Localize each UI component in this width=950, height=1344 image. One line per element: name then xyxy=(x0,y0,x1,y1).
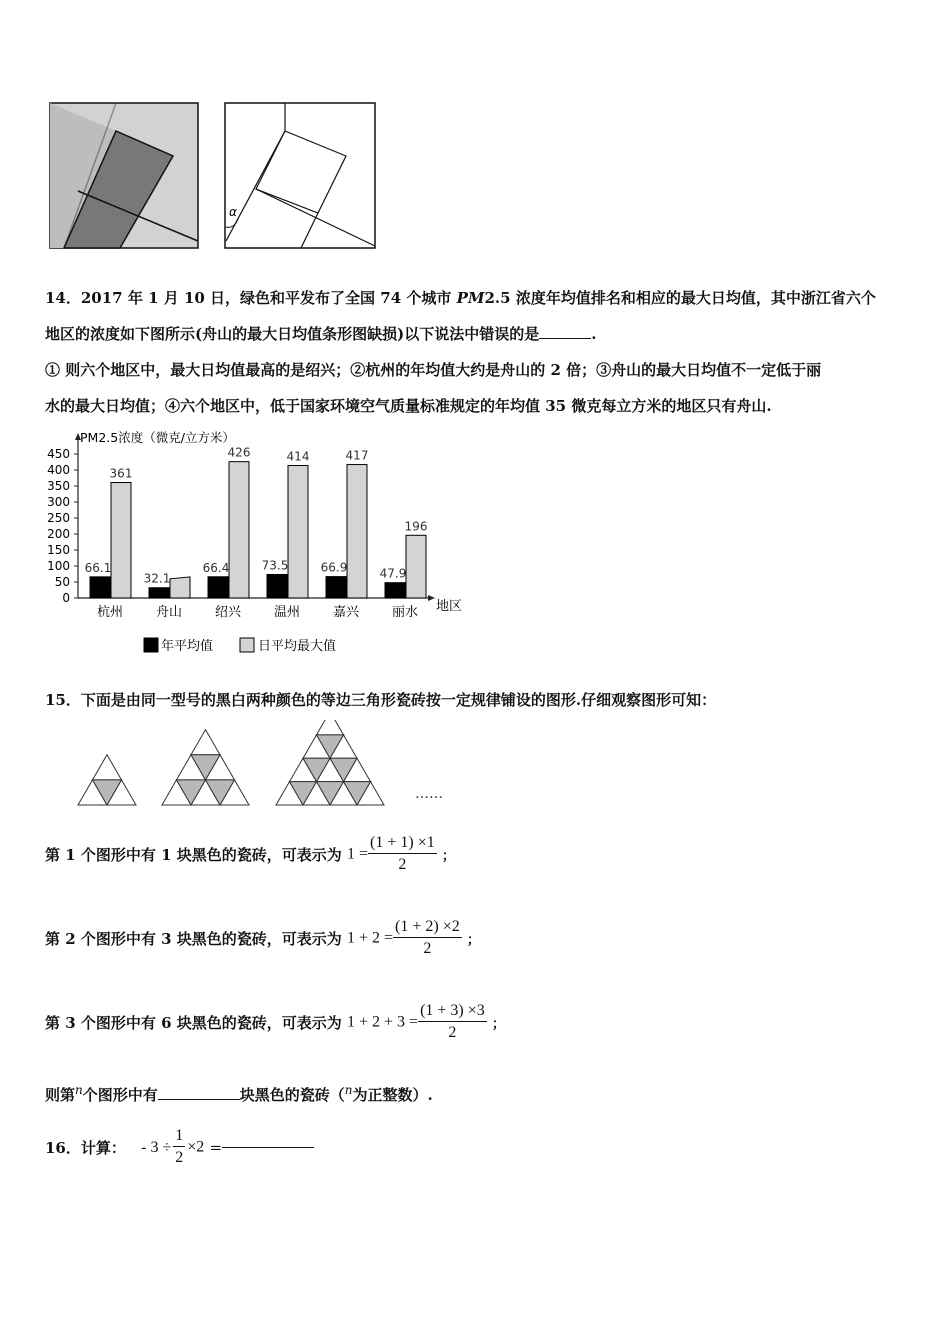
figure-line-square xyxy=(225,103,375,248)
tile-up-p2 xyxy=(191,730,220,755)
answer-blank-q15[interactable] xyxy=(158,1099,240,1100)
legend-label-annual: 年平均值 xyxy=(161,639,214,654)
bar-annual-3 xyxy=(267,574,287,598)
q14-line1: 14．2017 年 1 月 10 日，绿色和平发布了全国 74 个城市 PM2.5 浓度年均值排名和相应的最大日均值，其中浙江省六个 xyxy=(45,289,876,307)
label-daily-max-0: 361 xyxy=(109,466,133,481)
label-annual-5: 47.9 xyxy=(379,566,407,581)
y-tick-label: 250 xyxy=(47,511,70,525)
label-annual-0: 66.1 xyxy=(84,560,112,575)
y-tick-label: 0 xyxy=(62,591,70,605)
label-annual-2: 66.4 xyxy=(202,560,230,575)
label-daily-max-3: 414 xyxy=(286,449,310,464)
q16-line: 16．计算： - 3 ÷ $\frac{1}{2}$ ×2 = xyxy=(45,1126,314,1169)
bar-annual-0 xyxy=(90,577,110,598)
tile-up-p3 xyxy=(317,720,344,735)
q14-line3: ① 则六个地区中，最大日均值最高的是绍兴；②杭州的年均值大约是舟山的 2 倍；③舟山的最大日均值不一定低于丽 xyxy=(45,361,822,379)
x-axis-title: 地区 xyxy=(436,599,463,614)
pattern-ellipsis: …… xyxy=(415,786,443,802)
alpha-label: α xyxy=(229,205,237,219)
q15-question: 则第$^n$个图形中有 块黑色的瓷砖（$^n$为正整数）. xyxy=(45,1083,433,1104)
fraction-3: $\frac{(1 + 3) \times 3}{2}$ xyxy=(420,1002,485,1041)
category-label-5: 丽水 xyxy=(391,605,419,620)
bar-annual-2 xyxy=(208,577,228,598)
fraction-2: $\frac{(1 + 2) \times 2}{2}$ xyxy=(395,918,460,957)
legend-swatch-annual xyxy=(144,638,158,652)
y-tick-label: 200 xyxy=(47,527,70,541)
legend-swatch-daily-max xyxy=(240,638,254,652)
bar-daily-max-5 xyxy=(406,535,426,598)
bar-daily-max-missing-1 xyxy=(170,577,190,598)
category-label-1: 舟山 xyxy=(155,605,183,620)
label-annual-1: 32.1 xyxy=(143,571,171,586)
legend-label-daily-max: 日平均最大值 xyxy=(258,639,337,654)
y-tick-label: 300 xyxy=(47,495,70,509)
category-label-3: 温州 xyxy=(273,605,301,620)
label-annual-3: 73.5 xyxy=(261,558,289,573)
y-tick-label: 50 xyxy=(54,575,70,589)
label-daily-max-5: 196 xyxy=(404,519,428,534)
bar-annual-5 xyxy=(385,583,405,598)
y-tick-label: 150 xyxy=(47,543,70,557)
pm25-bar-chart xyxy=(40,428,480,660)
answer-blank-q14[interactable] xyxy=(539,338,591,339)
label-daily-max-2: 426 xyxy=(227,445,251,460)
answer-blank-q16[interactable] xyxy=(222,1147,314,1148)
x-axis-arrow xyxy=(428,595,435,601)
folding-figure xyxy=(48,101,378,251)
q15-intro: 15．下面是由同一型号的黑白两种颜色的等边三角形瓷砖按一定规律铺设的图形.仔细观察图形可知： xyxy=(45,691,717,709)
category-label-2: 绍兴 xyxy=(214,605,242,620)
bar-daily-max-2 xyxy=(229,462,249,598)
label-annual-4: 66.9 xyxy=(320,560,348,575)
triangle-tile-patterns xyxy=(70,720,470,810)
fraction-1: $\frac{(1 + 1) \times 1}{2}$ xyxy=(370,834,435,873)
bar-annual-1 xyxy=(149,588,169,598)
bar-daily-max-3 xyxy=(288,466,308,598)
fraction-half: $\frac{1}{2}$ xyxy=(175,1127,184,1166)
category-label-0: 杭州 xyxy=(96,605,124,620)
label-daily-max-4: 417 xyxy=(345,448,369,463)
q15-item3: 第 3 个图形中有 6 块黑色的瓷砖，可表示为 1 + 2 + 3 = $\frac{(1 + 3) \times 3}{2}$ ； xyxy=(45,1001,505,1044)
category-label-4: 嘉兴 xyxy=(332,605,360,620)
q14-line4: 水的最大日均值；④六个地区中，低于国家环境空气质量标准规定的年均值 35 微克每立方米的地区只有舟山. xyxy=(45,397,772,415)
y-tick-label: 100 xyxy=(47,559,70,573)
y-tick-label: 450 xyxy=(47,447,70,461)
y-tick-label: 350 xyxy=(47,479,70,493)
q14-line2: 地区的浓度如下图所示(舟山的最大日均值条形图缺损)以下说法中错误的是 . xyxy=(45,325,597,343)
q15-item2: 第 2 个图形中有 3 块黑色的瓷砖，可表示为 1 + 2 = $\frac{(1 + 2) \times 2}{2}$ ； xyxy=(45,917,480,960)
figure-shaded-square xyxy=(50,103,198,248)
bar-daily-max-0 xyxy=(111,482,131,598)
bar-annual-4 xyxy=(326,577,346,598)
y-axis-title: PM2.5浓度（微克/立方米） xyxy=(80,430,235,445)
bar-daily-max-4 xyxy=(347,465,367,598)
q15-item1: 第 1 个图形中有 1 块黑色的瓷砖，可表示为 1 = $\frac{(1 + 1) \times 1}{2}$ ； xyxy=(45,833,455,876)
y-tick-label: 400 xyxy=(47,463,70,477)
tile-up-p1 xyxy=(93,755,122,780)
